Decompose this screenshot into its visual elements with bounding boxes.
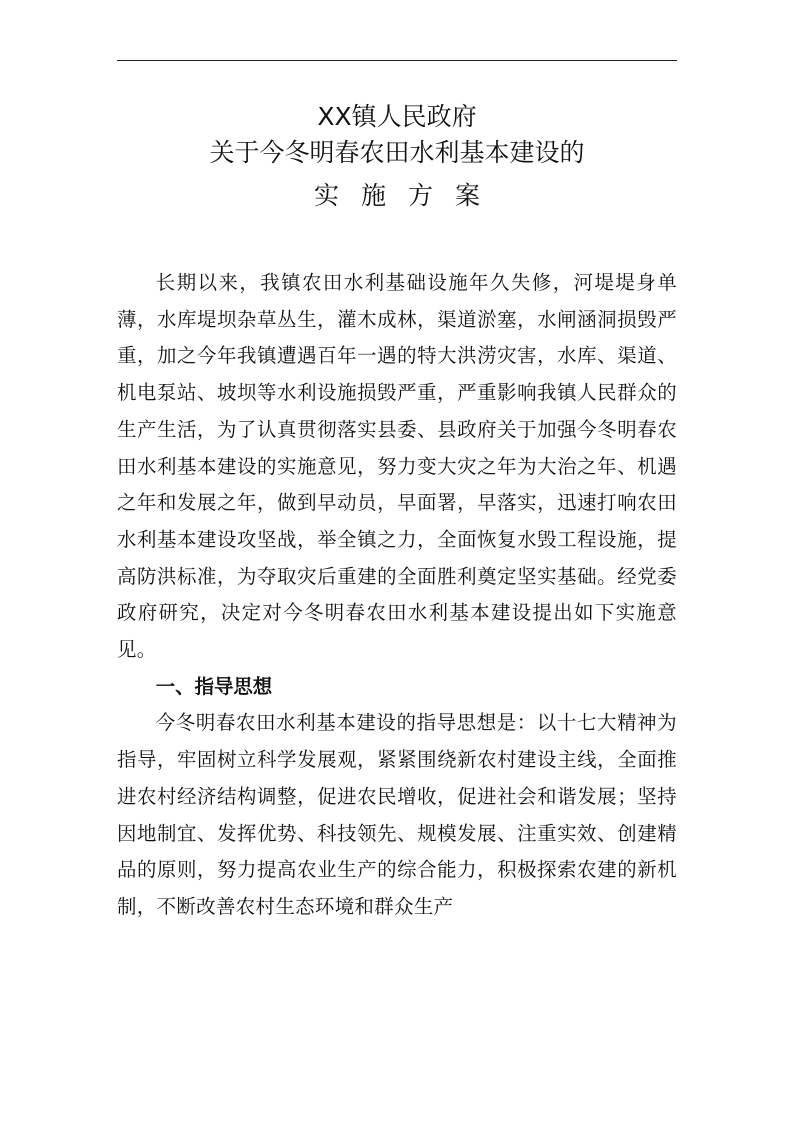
section-paragraph-guiding-ideology: 今冬明春农田水利基本建设的指导思想是：以十七大精神为指导，牢固树立科学发展观，紧紧围绕新农村建设主线，全面推进农村经济结构调整，促进农民增收，促进社会和谐发展；坚持因地制宜、发挥优势、科技领先、规模发展、注重实效、创建精品的原则，努力提高农业生产的综合能力，积极探索农建的新机制，不断改善农村生态环境和群众生产: [117, 711, 677, 918]
title-subject: 关于今冬明春农田水利基本建设的: [209, 138, 585, 167]
document-body: [117, 265, 677, 926]
intro-paragraph: 长期以来，我镇农田水利基础设施年久失修，河堤堤身单薄，水库堤坝杂草丛生，灌木成林，渠道淤塞，水闸涵洞损毁严重，加之今年我镇遭遇百年一遇的特大洪涝灾害，水库、渠道、机电泵站、坡坝等水利设施损毁严重，严重影响我镇人民群众的生产生活，为了认真贯彻落实县委、县政府关于加强今冬明春农田水利基本建设的实施意见，努力变大灾之年为大治之年、机遇之年和发展之年，做到早动员，早面署，早落实，迅速打响农田水利基本建设攻坚战，举全镇之力，全面恢复水毁工程设施，提高防洪标准，为夺取灾后重建的全面胜利奠定坚实基础。经党委政府研究，决定对今冬明春农田水利基本建设提出如下实施意见。: [117, 271, 677, 662]
header-rule: [117, 60, 677, 61]
document-title: [117, 102, 677, 211]
section-heading-guiding-ideology: 一、指导思想: [155, 674, 273, 698]
title-issuer: XX镇人民政府: [317, 102, 477, 131]
title-doc-type: 实施方案: [313, 181, 502, 210]
